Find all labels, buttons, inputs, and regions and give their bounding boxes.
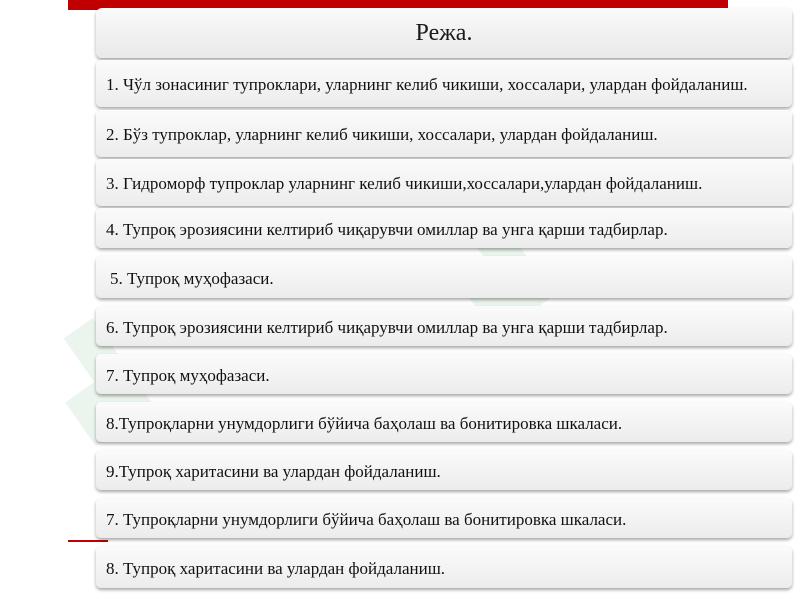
plan-item: 7. Тупроқ муҳофазаси. [96,354,792,394]
plan-item: 4. Тупроқ эрозиясини келтириб чиқарувчи омиллар ва унга қарши тадбирлар. [96,208,792,248]
plan-item: 5. Тупроқ муҳофазаси. [96,256,792,298]
plan-title: Режа. [96,8,792,58]
watermark-logo: ▟ [36,319,154,446]
plan-item: 6. Тупроқ эрозиясини келтириб чиқарувчи омиллар ва унга қарши тадбирлар. [96,306,792,346]
plan-item: 8. Тупроқ харитасини ва улардан фойдаланиш. [96,546,792,588]
plan-item: 2. Бўз тупроклар, уларнинг келиб чикиши, хоссалари, улардан фойдаланиш. [96,110,792,157]
plan-item: 8.Тупроқларни унумдорлиги бўйича баҳолаш ва бонитировка шкаласи. [96,402,792,442]
plan-item: 9.Тупроқ харитасини ва улардан фойдаланиш. [96,450,792,490]
plan-item: 7. Тупроқларни унумдорлиги бўйича баҳолаш ва бонитировка шкаласи. [96,498,792,538]
slide [96,8,792,596]
plan-item: 1. Чўл зонасиниг тупроклари, уларнинг келиб чикиши, хоссалари, улардан фойдаланиш. [96,60,792,107]
plan-item: 3. Гидроморф тупроклар уларнинг келиб чикиши,хоссалари,улардан фойдаланиш. [96,159,792,206]
